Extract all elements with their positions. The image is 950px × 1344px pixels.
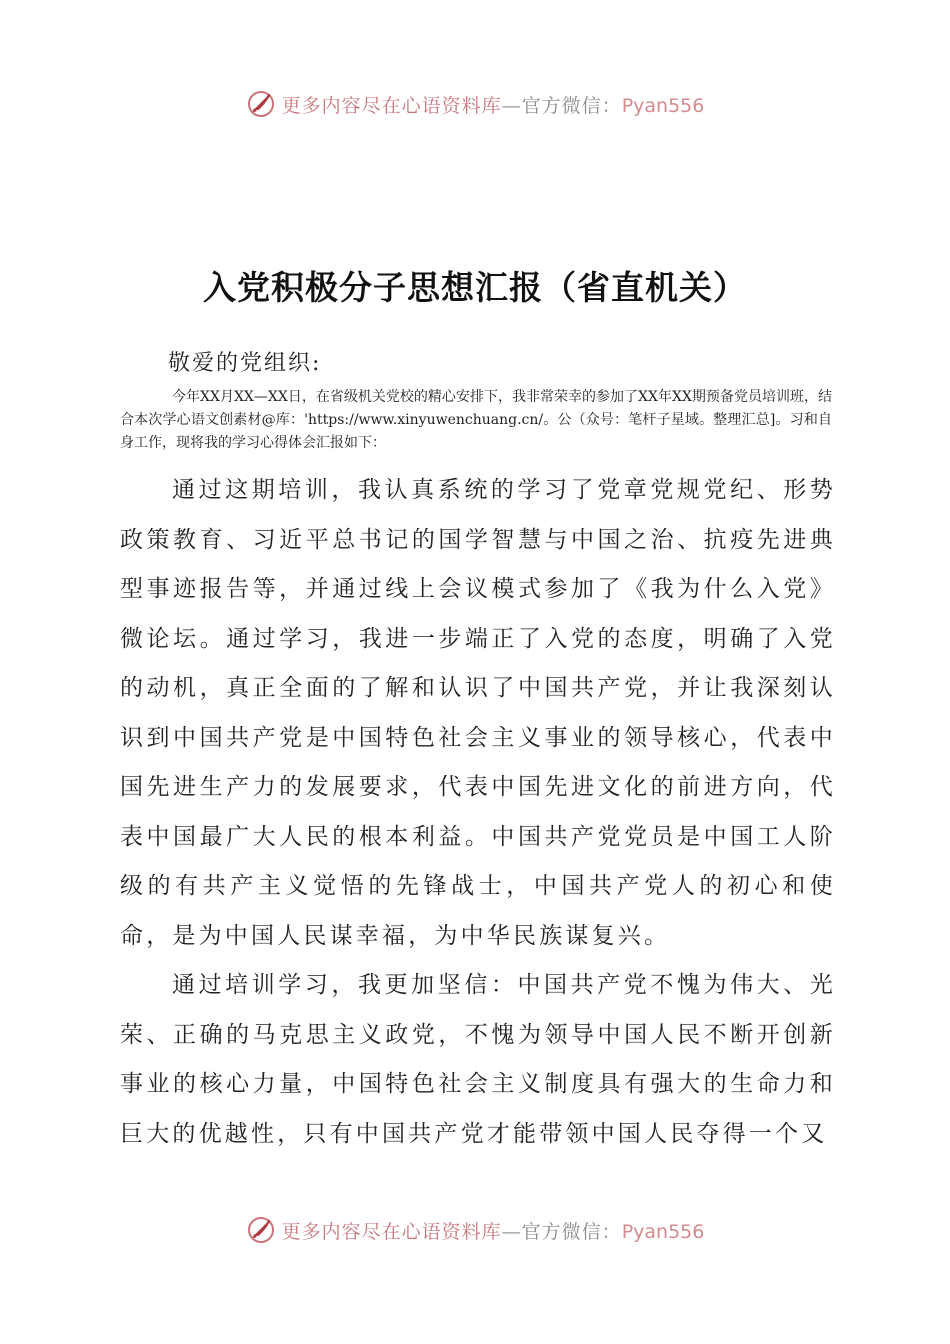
watermark-id: Pyan556 [621,1220,705,1243]
watermark-id: Pyan556 [621,94,705,117]
watermark-text [282,91,705,118]
intro-paragraph: 今年XX月XX—XX日，在省级机关党校的精心安排下，我非常荣幸的参加了XX年XX期预备党员培训班，结合本次学心语文创素材@库：'https://www.xinyuwenchuang.cn/。公（众号：笔杆子星域。整理汇总]。习和自身工作，现将我的学习心得体会汇报如下： [120,389,832,451]
header-watermark [0,84,950,124]
footer-watermark [0,1210,950,1250]
document-title: 入党积极分子思想汇报（省直机关） [203,268,747,307]
watermark-dash: — [501,94,522,117]
body-paragraph-1: 通过这期培训，我认真系统的学习了党章党规党纪、形势政策教育、习近平总书记的国学智慧与中国之治、抗疫先进典型事迹报告等，并通过线上会议模式参加了《我为什么入党》微论坛。通过学习，我进一步端正了入党的态度，明确了入党的动机，真正全面的了解和认识了中国共产党，并让我深刻认识到中国共产党是中国特色社会主义事业的领导核心，代表中国先进生产力的发展要求，代表中国先进文化的前进方向，代表中国最广大人民的根本利益。中国共产党党员是中国工人阶级的有共产主义觉悟的先锋战士，中国共产党人的初心和使命，是为中国人民谋幸福，为中华民族谋复兴。 [120,477,836,949]
watermark-label: 官方微信： [521,1220,622,1243]
watermark-main: 更多内容尽在心语资料库 [281,94,502,117]
salutation: 敬爱的党组织: [168,351,322,376]
feather-pen-circle-icon [246,1215,276,1245]
feather-pen-circle-icon [246,89,276,119]
watermark-dash: — [501,1220,522,1243]
watermark-text [282,1217,705,1244]
watermark-label: 官方微信： [521,94,622,117]
watermark-main: 更多内容尽在心语资料库 [281,1220,502,1243]
body-paragraph-2: 通过培训学习，我更加坚信：中国共产党不愧为伟大、光荣、正确的马克思主义政党，不愧为领导中国人民不断开创新事业的核心力量，中国特色社会主义制度具有强大的生命力和巨大的优越性，只有中国共产党才能带领中国人民夺得一个又 [120,972,836,1147]
